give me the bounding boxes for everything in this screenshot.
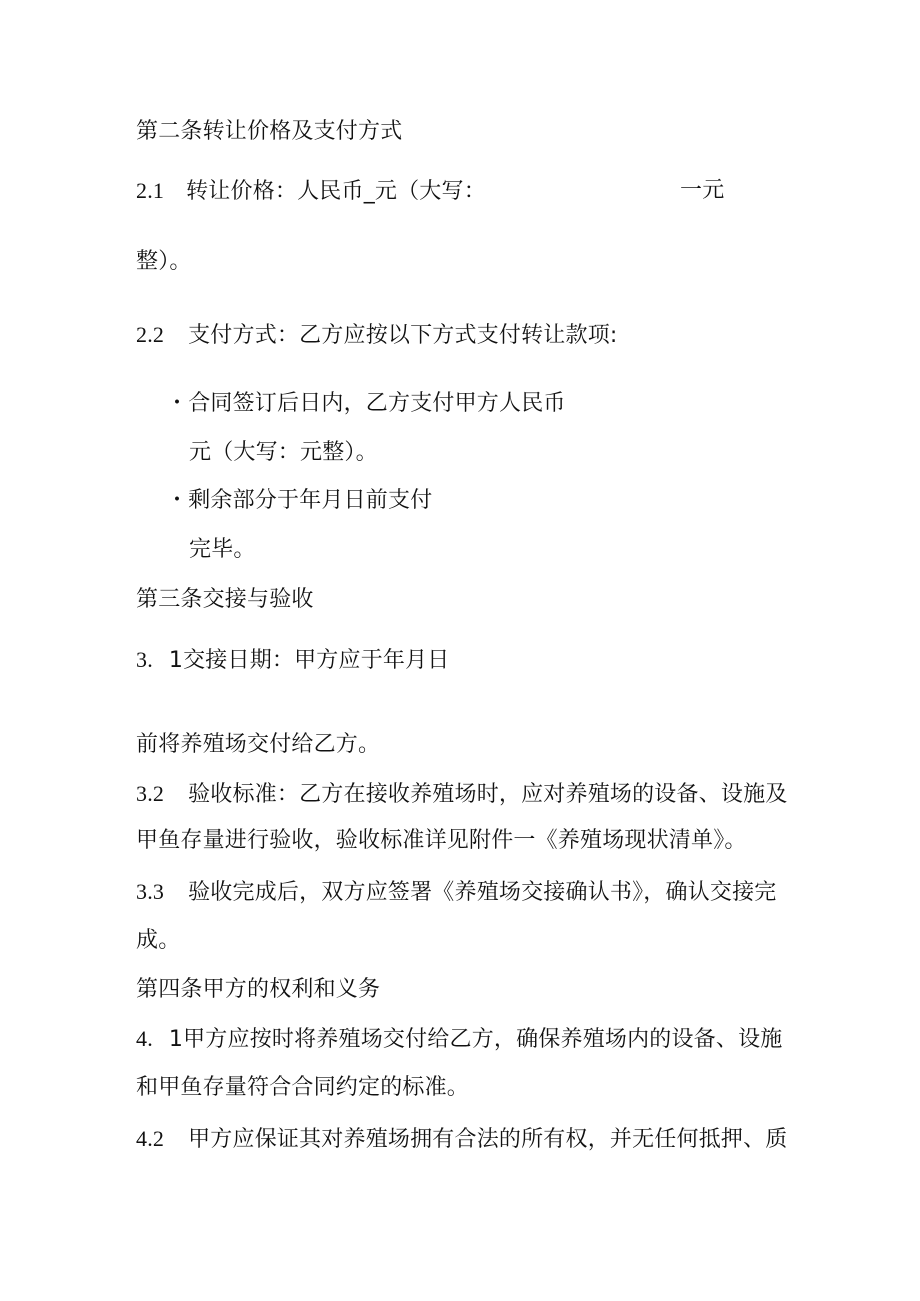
clause-3-3-number: 3.3 — [136, 879, 165, 904]
clause-3-3 — [136, 877, 777, 908]
clause-4-2-text: 甲方应保证其对养殖场拥有合法的所有权，并无任何抵押、质 — [188, 1127, 788, 1152]
clause-4-2-number: 4.2 — [136, 1126, 165, 1151]
clause-4-1-continuation: 和甲鱼存量符合合同约定的标准。 — [136, 1075, 470, 1100]
clause-3-3-continuation: 成。 — [136, 928, 181, 953]
clause-4-1-text: 1甲方应按时将养殖场交付给乙方，确保养殖场内的设备、设施 — [168, 1027, 783, 1052]
article-3-title: 第三条交接与验收 — [136, 587, 314, 612]
clause-4-2 — [136, 1124, 788, 1155]
bullet-item-1-continuation: 元（大写：元整）。 — [189, 440, 378, 465]
clause-3-2-text: 验收标准：乙方在接收养殖场时，应对养殖场的设备、设施及 — [188, 782, 788, 807]
clause-3-2 — [136, 779, 788, 810]
clause-4-1 — [136, 1024, 783, 1055]
clause-2-2-text: 支付方式：乙方应按以下方式支付转让款项: — [188, 323, 618, 348]
clause-2-2 — [136, 320, 618, 351]
clause-3-3-text: 验收完成后，双方应签署《养殖场交接确认书》，确认交接完 — [188, 880, 777, 905]
clause-3-2-continuation: 甲鱼存量进行验收，验收标准详见附件一《养殖场现状清单》。 — [136, 828, 747, 853]
clause-4-1-number: 4. — [136, 1026, 153, 1051]
clause-2-1 — [136, 176, 486, 207]
bullet-item-2-continuation: 完毕。 — [189, 537, 256, 562]
clause-2-1-number: 2.1 — [136, 178, 165, 203]
clause-3-1-number: 3. — [136, 647, 153, 672]
article-4-title: 第四条甲方的权利和义务 — [136, 977, 381, 1002]
clause-3-2-number: 3.2 — [136, 781, 165, 806]
clause-2-1-tail: 一元 — [680, 178, 725, 203]
clause-3-1-continuation: 前将养殖场交付给乙方。 — [136, 732, 381, 757]
clause-2-2-number: 2.2 — [136, 322, 165, 347]
bullet-item-1: ・合同签订后日内，乙方支付甲方人民币 — [166, 391, 566, 416]
bullet-item-2: ・剩余部分于年月日前支付 — [166, 488, 433, 513]
clause-3-1 — [136, 645, 450, 676]
clause-2-1-text: 转让价格：人民币_元（大写： — [186, 179, 486, 204]
clause-3-1-text: 1交接日期：甲方应于年月日 — [168, 648, 450, 673]
article-2-title: 第二条转让价格及支付方式 — [136, 119, 403, 144]
clause-2-1-continuation: 整）。 — [136, 249, 192, 274]
